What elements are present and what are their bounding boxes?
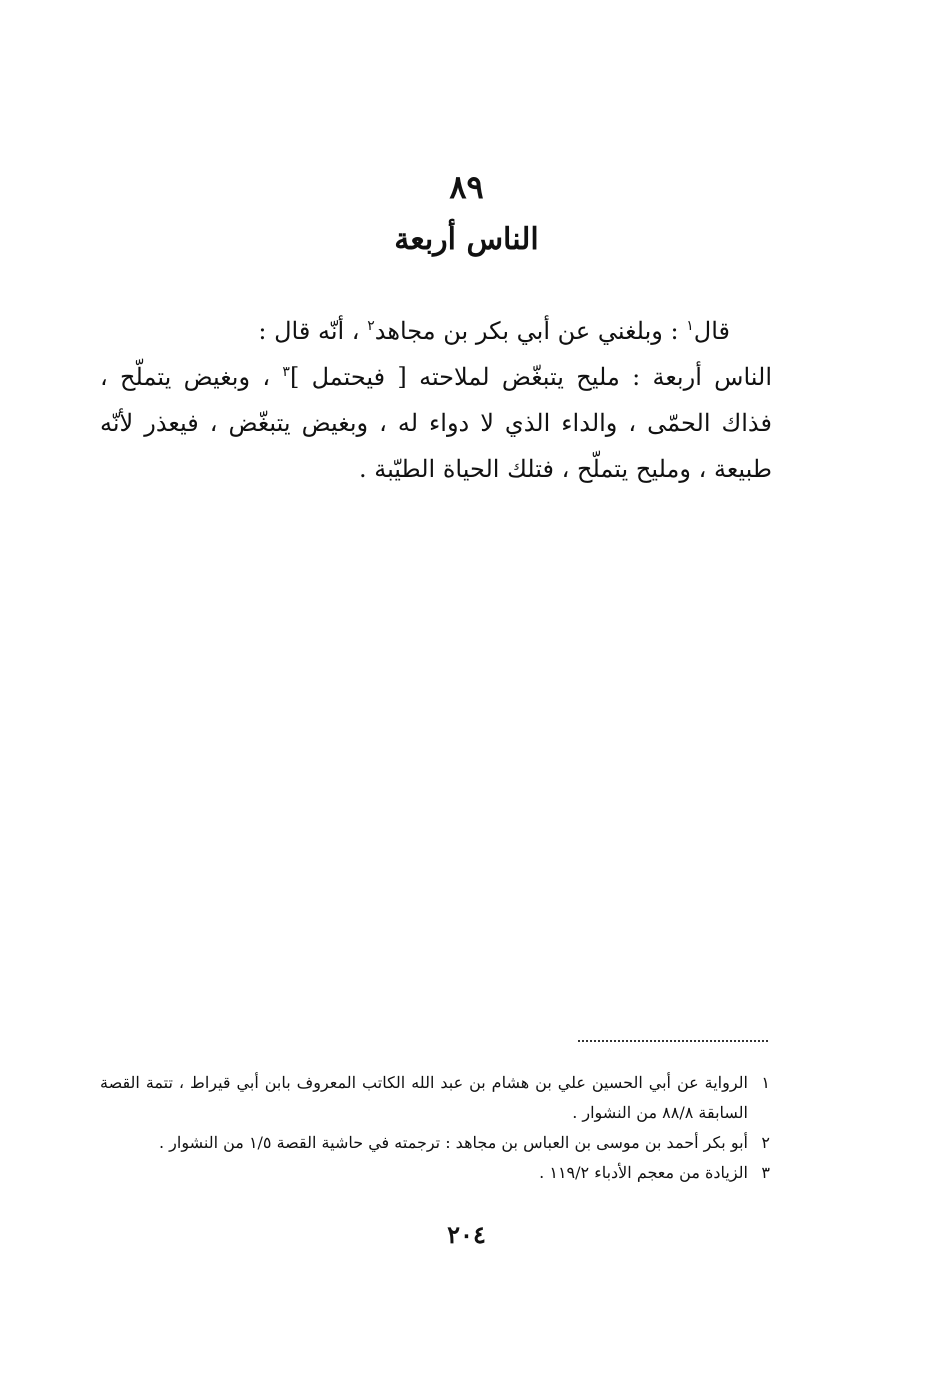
footnote-2 (100, 1128, 770, 1158)
intro-text-c: ، أنّه قال : (258, 317, 368, 345)
footnote-number: ٣ (761, 1163, 770, 1182)
story-body (100, 308, 772, 492)
intro-text-a: قال (693, 317, 730, 345)
footnote-number: ١ (761, 1073, 770, 1092)
footnote-ref-2: ٢ (367, 318, 375, 334)
quote-text-a: الناس أربعة : مليح يتبغّض لملاحته [ فيحتمل ] (289, 363, 772, 391)
footnote-ref-1: ١ (686, 318, 694, 334)
footnote-ref-3: ٣ (282, 364, 290, 380)
page-number: ٢٠٤ (447, 1220, 486, 1249)
footnote-1 (100, 1068, 770, 1128)
story-number: ٨٩ (449, 168, 484, 206)
footnotes (100, 1068, 770, 1188)
footnote-3 (100, 1158, 770, 1188)
footnote-divider (578, 1040, 768, 1042)
footnote-number: ٢ (761, 1133, 770, 1152)
quote-paragraph (100, 354, 772, 492)
footnote-text: الزيادة من معجم الأدباء ١١٩/٢ . (539, 1163, 748, 1182)
footnote-text: أبو بكر أحمد بن موسى بن العباس بن مجاهد : ترجمته في حاشية القصة ١/٥ من النشوار . (158, 1133, 748, 1152)
intro-text-b: : وبلغني عن أبي بكر بن مجاهد (374, 317, 687, 345)
intro-line (100, 308, 772, 354)
footnote-text: الرواية عن أبي الحسين علي بن هشام بن عبد الله الكاتب المعروف بابن أبي قيراط ، تتمة القصة السابقة ٨٨/٨ من النشوار . (100, 1073, 748, 1122)
story-title: الناس أربعة (394, 222, 539, 257)
quote-text-b: ، وبغيض يتملّح ، فذاك الحمّى ، والداء الذي لا دواء له ، وبغيض يتبغّض ، فيعذر لأنّه طبيعة ، ومليح يتملّح ، فتلك الحياة الطيّبة . (100, 363, 773, 483)
